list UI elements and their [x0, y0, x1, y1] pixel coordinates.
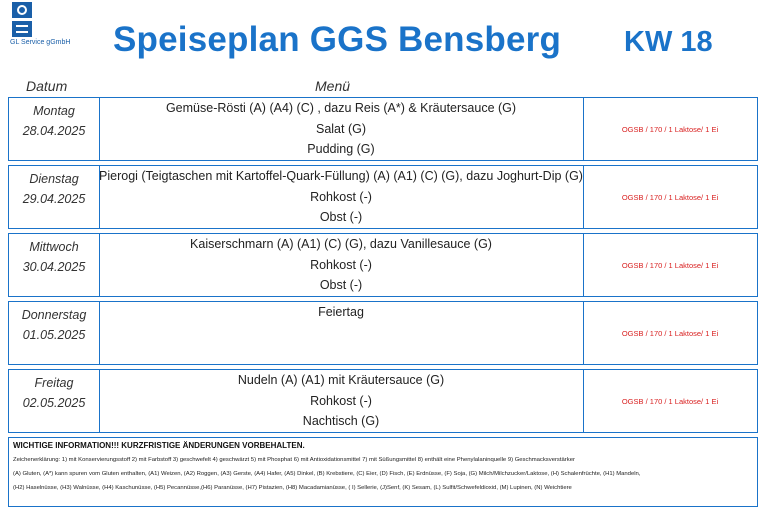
date-cell: [9, 234, 100, 296]
menu-line: Pudding (G): [307, 142, 375, 156]
allergen-info: OGSB / 170 / 1 Laktose/ 1 Ei: [621, 328, 719, 338]
date-cell: [9, 302, 100, 364]
allergen-info: OGSB / 170 / 1 Laktose/ 1 Ei: [621, 192, 719, 202]
menu-line: Nudeln (A) (A1) mit Kräutersauce (G): [237, 373, 445, 387]
menu-line: Obst (-): [319, 210, 363, 224]
menu-line: Rohkost (-): [310, 189, 372, 204]
day-row-freitag: [8, 369, 758, 433]
info-title: WICHTIGE INFORMATION!!! KURZFRISTIGE ÄNDERUNGEN VORBEHALTEN.: [13, 441, 305, 450]
page-title: Speiseplan GGS Bensberg: [113, 20, 562, 59]
menu-cell: [99, 234, 584, 296]
legend-allergens-cont: (H2) Haselnüsse, (H3) Walnüsse, (H4) Kaschunüsse, (H5) Pecannüsse,(H6) Paranüsse, (H7) Pistazien, (H8) Macadamianüsse, ( I) Sellerie, (J)Senf, (K) Sesam, (L) Sulfit/Schwefeldioxid, (M) Lupinen, (N) Weichtiere: [13, 485, 572, 491]
menu-line: Nachtisch (G): [302, 414, 380, 428]
menu-line: Kaiserschmarn (A) (A1) (C) (G), dazu Vanillesauce (G): [190, 237, 492, 251]
day-date: 28.04.2025: [22, 124, 86, 138]
column-header-datum: Datum: [26, 78, 68, 94]
menu-cell: [99, 166, 584, 228]
logo-people-icon: [12, 21, 32, 37]
menu-cell: [99, 98, 584, 160]
day-row-dienstag: [8, 165, 758, 229]
day-name: Mittwoch: [29, 240, 79, 254]
logo-mark: [12, 2, 80, 18]
day-row-mittwoch: [8, 233, 758, 297]
day-date: 02.05.2025: [22, 396, 86, 410]
menu-line: Salat (G): [315, 121, 366, 136]
allergen-info: OGSB / 170 / 1 Laktose/ 1 Ei: [621, 124, 719, 134]
day-date: 01.05.2025: [22, 328, 86, 342]
date-cell: [9, 370, 100, 432]
logo-text: GL Service gGmbH: [10, 39, 71, 46]
menu-line: Obst (-): [319, 278, 363, 292]
day-name: Montag: [33, 104, 75, 118]
legend-additives: Zeichenerklärung: 1) mit Konservierungsstoff 2) mit Farbstoff 3) geschwefelt 4) geschwärzt 5) mit Phosphat 6) mit Antioxidationsmittel 7) mit Süßungsmittel 8) enthält eine Phenylalaninquelle 9) Geschmacksverstärker: [13, 457, 575, 463]
menu-line: [99, 343, 583, 364]
logo-icon: [12, 2, 32, 18]
allergen-info: OGSB / 170 / 1 Laktose/ 1 Ei: [621, 396, 719, 406]
date-cell: [9, 166, 100, 228]
date-cell: [9, 98, 100, 160]
day-name: Freitag: [34, 376, 74, 390]
week-label: KW 18: [624, 26, 713, 58]
day-name: Dienstag: [29, 172, 79, 186]
logo: [10, 2, 80, 46]
day-name: Donnerstag: [21, 308, 87, 322]
day-row-donnerstag: [8, 301, 758, 365]
menu-line: Rohkost (-): [310, 257, 372, 272]
menu-line: Pierogi (Teigtaschen mit Kartoffel-Quark-Füllung) (A) (A1) (C) (G), dazu Joghurt-Dip (G): [99, 169, 583, 183]
menu-cell: [99, 302, 584, 364]
legend-allergens: (A) Gluten, (A*) kann spuren vom Gluten enthalten, (A1) Weizen, (A2) Roggen, (A3) Gerste, (A4) Hafer, (A5) Dinkel, (B) Krebstiere, (C) Eier, (D) Fisch, (E) Erdnüsse, (F) Soja, (G) Milch/Milchzucker/Laktose, (H) Schalenfrüchte, (H1) Mandeln,: [13, 471, 641, 477]
column-header-menu: Menü: [315, 78, 351, 94]
menu-line: [99, 323, 583, 344]
menu-line: Feiertag: [318, 305, 364, 319]
allergen-info: OGSB / 170 / 1 Laktose/ 1 Ei: [621, 260, 719, 270]
menu-line: Gemüse-Rösti (A) (A4) (C) , dazu Reis (A*) & Kräutersauce (G): [165, 101, 517, 115]
day-date: 30.04.2025: [22, 260, 86, 274]
day-row-montag: [8, 97, 758, 161]
info-box: [8, 437, 758, 507]
day-date: 29.04.2025: [22, 192, 86, 206]
menu-line: Rohkost (-): [310, 393, 372, 408]
menu-cell: [99, 370, 584, 432]
